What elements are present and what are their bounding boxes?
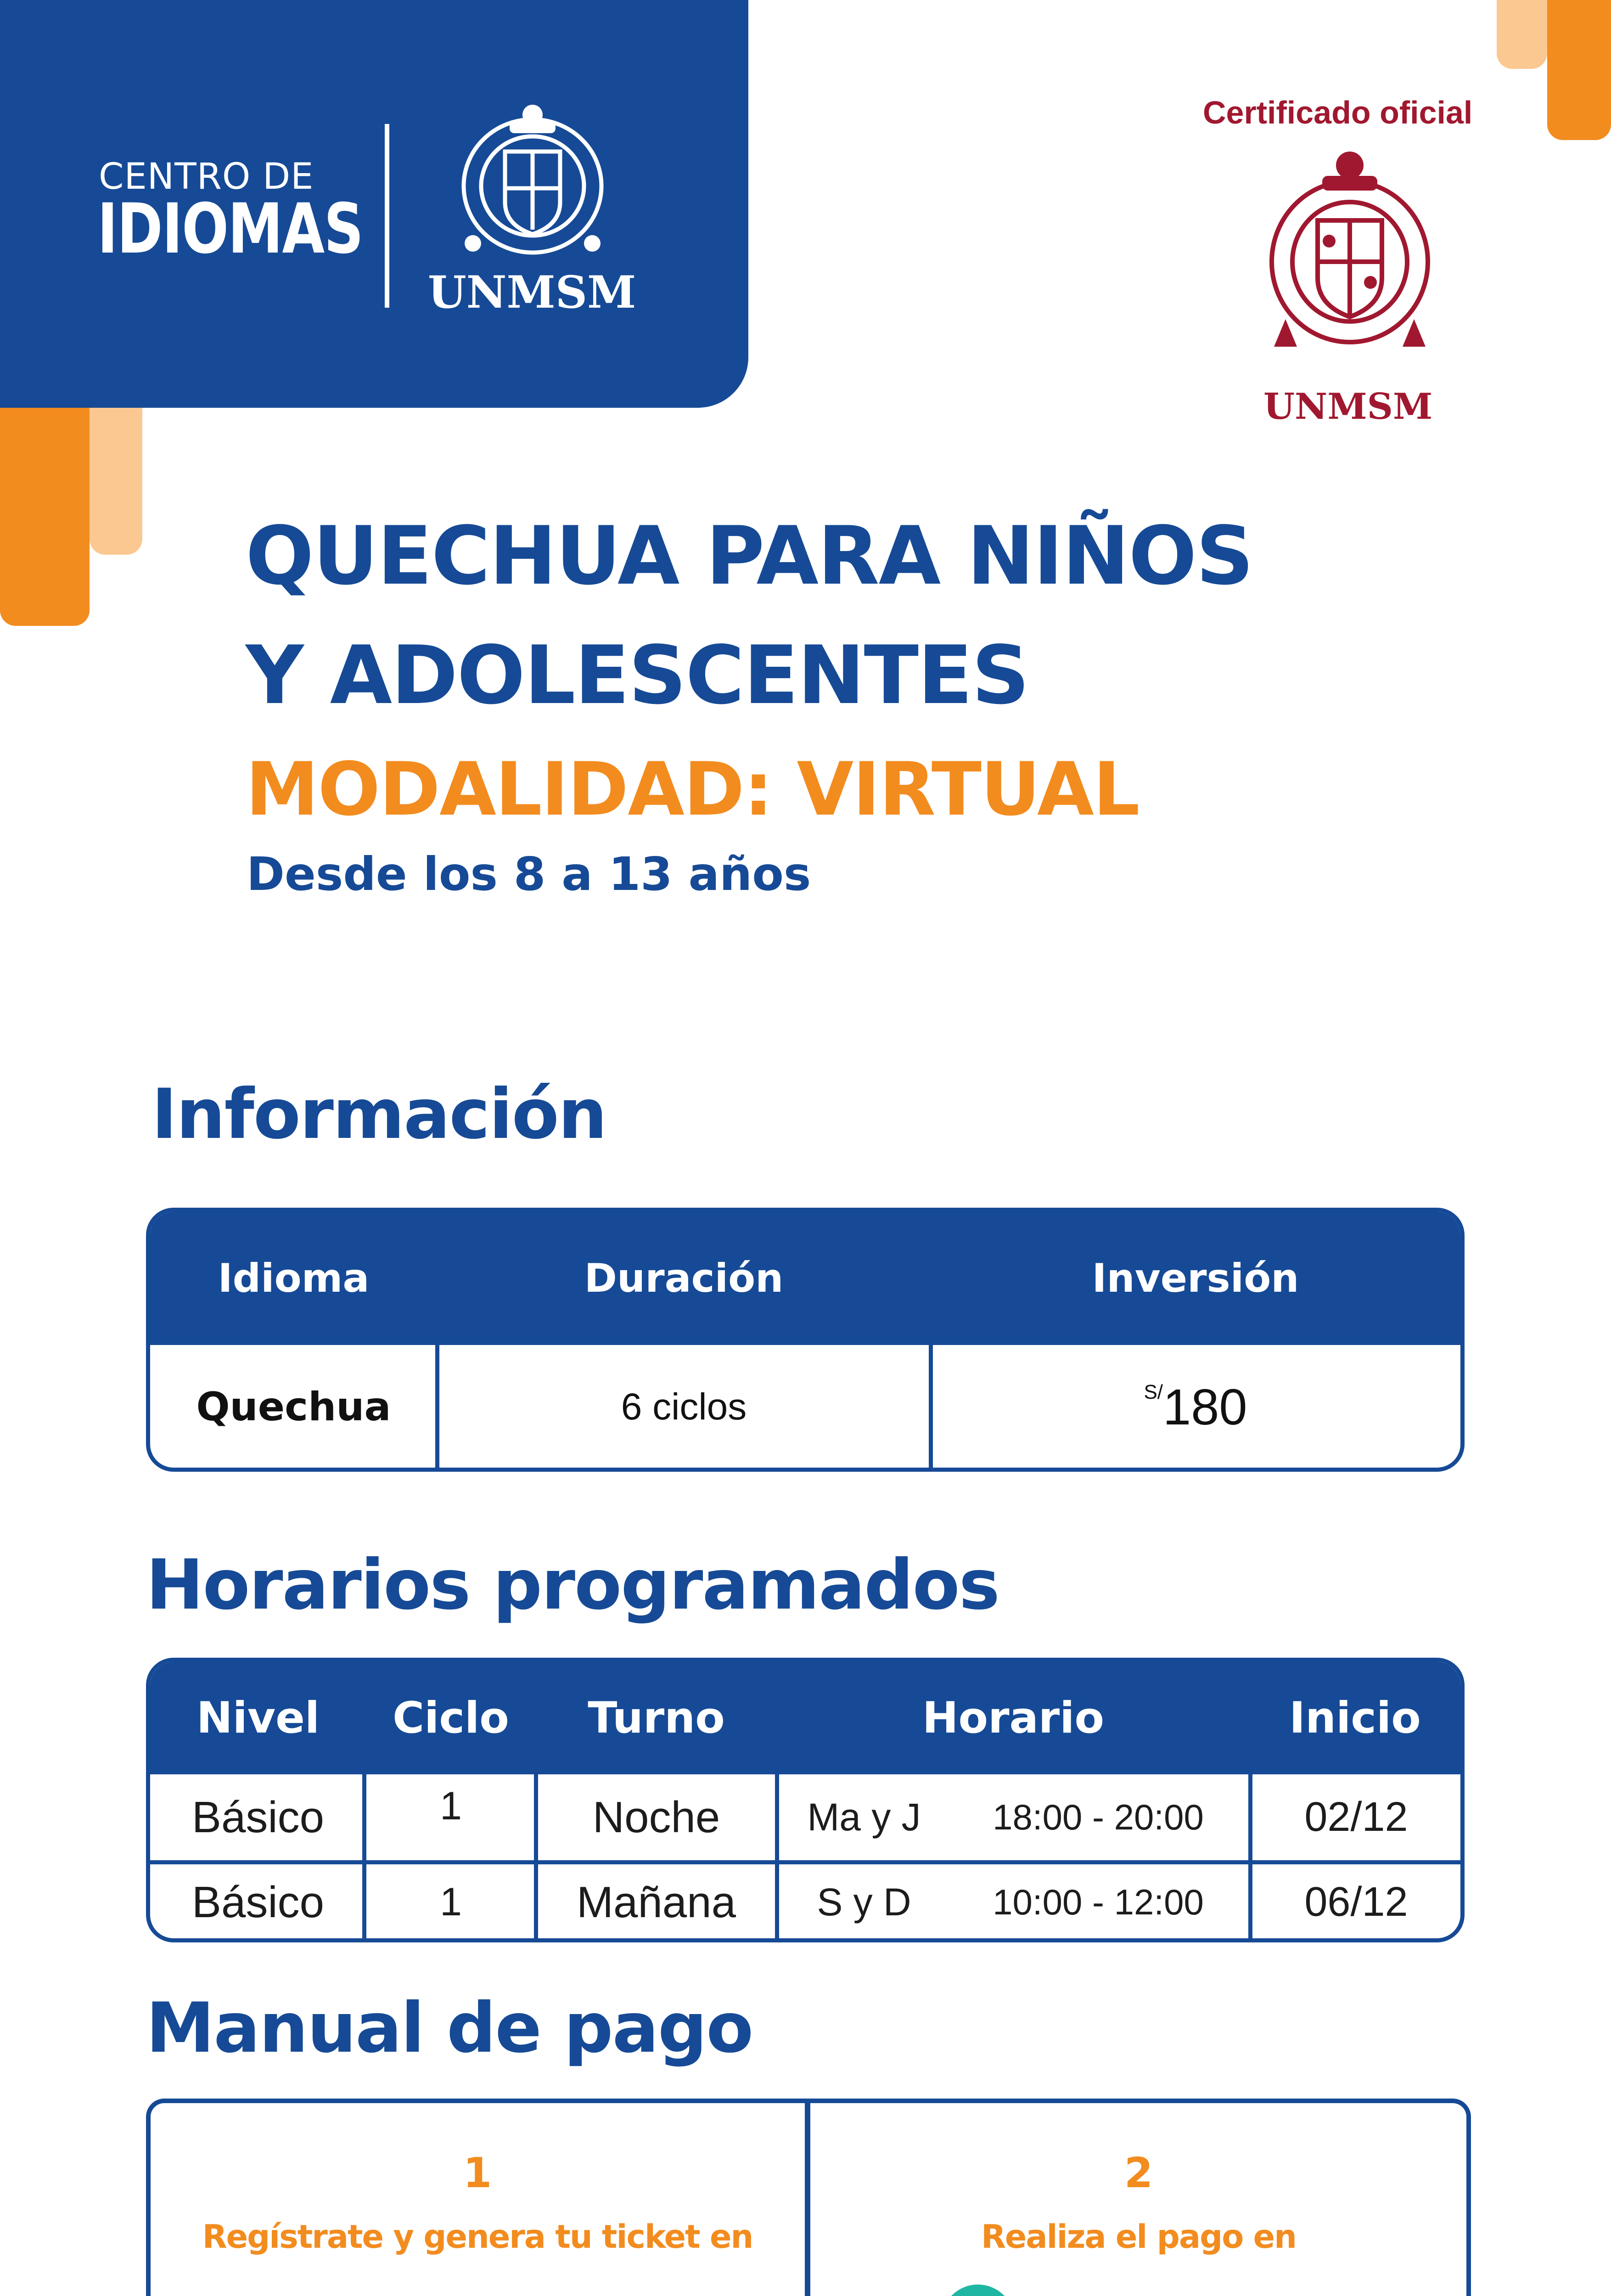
decor-bar [90, 408, 142, 555]
info-language-value: Quechua [196, 1384, 391, 1430]
schedule-row-2-days: S y D [817, 1880, 911, 1924]
info-price [931, 1345, 1460, 1469]
price-currency: S/ [1144, 1381, 1163, 1403]
price-value: 180 [1163, 1379, 1247, 1435]
modality-label: MODALIDAD: VIRTUAL [246, 746, 1139, 832]
schedule-row-2-shift: Mañana [577, 1877, 736, 1927]
logo-university-name: UNMSM [428, 266, 636, 318]
university-crest-icon [455, 96, 611, 262]
info-header-duration: Duración [584, 1255, 784, 1301]
payment-divider [805, 2099, 810, 2296]
page-title-line-2: Y ADOLESCENTES [246, 629, 1029, 722]
step-1-number: 1 [463, 2149, 492, 2197]
decor-bar [1497, 0, 1547, 69]
info-duration-value: 6 ciclos [621, 1386, 747, 1428]
page-title-line-1: QUECHUA PARA NIÑOS [246, 510, 1253, 603]
info-heading: Información [152, 1075, 606, 1154]
schedule-row-2-level: Básico [191, 1877, 325, 1927]
certificate-university-name: UNMSM [1263, 386, 1433, 428]
age-range: Desde los 8 a 13 años [247, 847, 811, 901]
schedule-row-2-start: 06/12 [1304, 1879, 1408, 1925]
schedule-row-2-hours: 10:00 - 12:00 [993, 1882, 1204, 1922]
logo-line-1: CENTRO DE [99, 156, 314, 197]
payment-heading: Manual de pago [146, 1988, 753, 2068]
official-seal-icon [1260, 145, 1439, 365]
schedule-row-2-cycle: 1 [440, 1880, 462, 1924]
schedule-row-1-days: Ma y J [807, 1795, 921, 1839]
step-2-number: 2 [1124, 2149, 1153, 2197]
schedule-heading: Horarios programados [146, 1545, 999, 1625]
info-header-investment: Inversión [1092, 1255, 1299, 1301]
logo-line-2: IDIOMAS [97, 189, 363, 269]
schedule-header-time: Horario [922, 1693, 1105, 1743]
decor-bar [1547, 0, 1611, 140]
schedule-row-1-shift: Noche [592, 1792, 720, 1842]
info-table [146, 1208, 1465, 1472]
schedule-row-1-cycle: 1 [440, 1784, 462, 1828]
schedule-row-1-level: Básico [191, 1792, 325, 1842]
schedule-header-cycle: Ciclo [393, 1693, 509, 1743]
decor-bar [0, 408, 90, 626]
step-1-text: Regístrate y genera tu ticket en [202, 2218, 753, 2256]
logo-divider [385, 124, 389, 308]
schedule-header-level: Nivel [196, 1693, 320, 1743]
schedule-header-shift: Turno [588, 1693, 725, 1743]
info-header-language: Idioma [218, 1255, 370, 1301]
step-2-text: Realiza el pago en [981, 2218, 1296, 2256]
schedule-row-1-hours: 18:00 - 20:00 [993, 1797, 1204, 1837]
certificate-label: Certificado oficial [1203, 95, 1473, 130]
schedule-table [146, 1658, 1465, 1942]
schedule-header-start: Inicio [1289, 1693, 1421, 1743]
schedule-row-1-start: 02/12 [1304, 1794, 1408, 1840]
